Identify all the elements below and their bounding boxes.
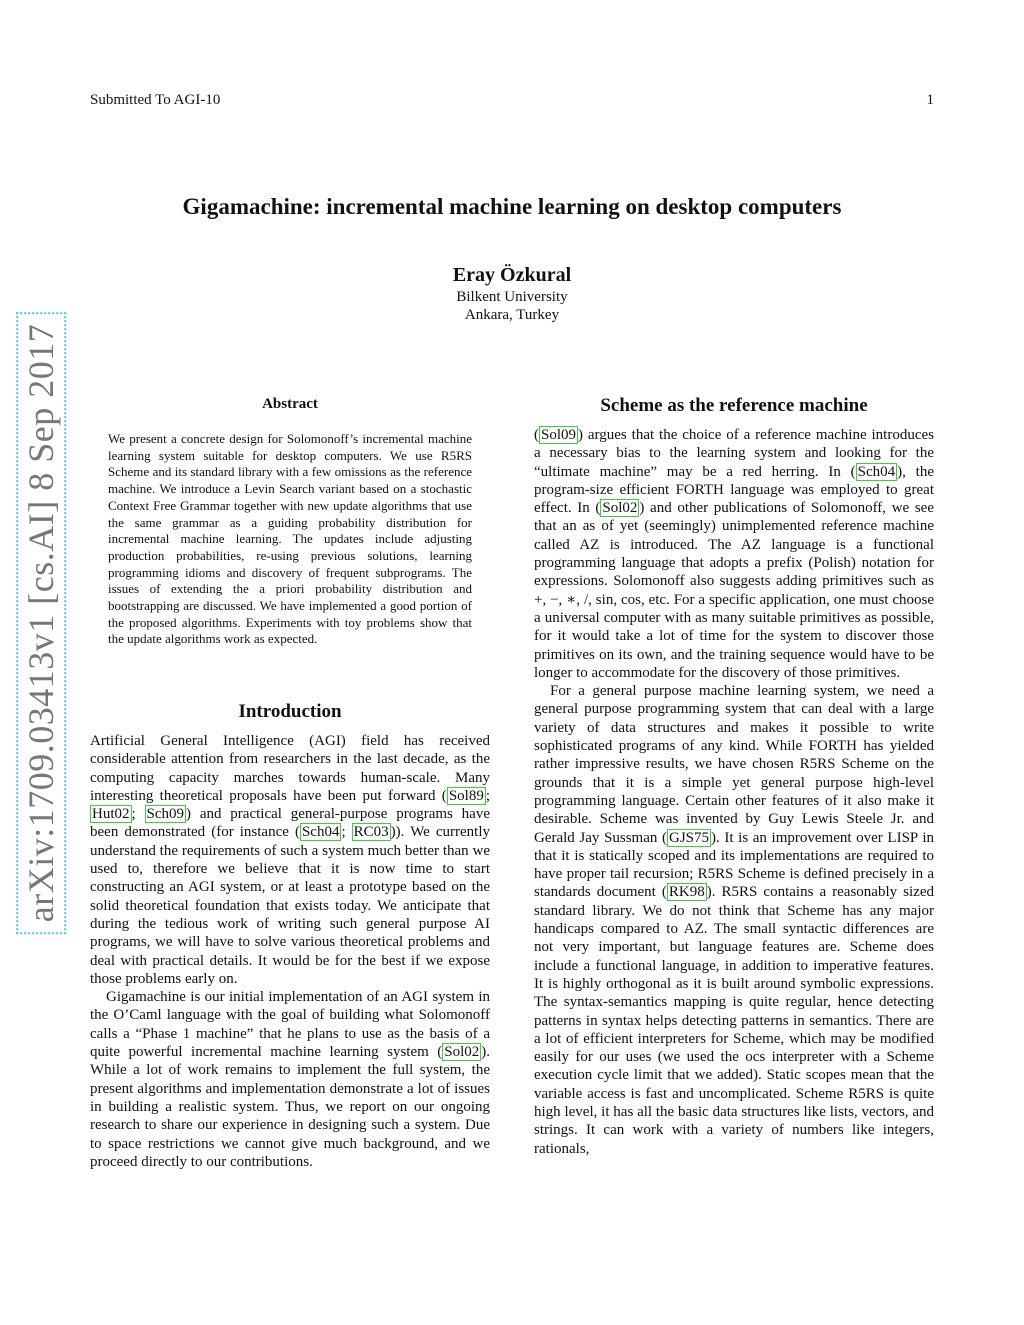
text-run: ; <box>485 787 490 804</box>
citation-link[interactable]: RC03 <box>353 824 389 841</box>
introduction-paragraph-1 <box>90 732 490 988</box>
author-name: Eray Özkural <box>452 264 572 286</box>
scheme-paragraph-1 <box>534 426 934 682</box>
text-run: ; <box>131 806 145 823</box>
arxiv-identifier-link[interactable]: arXiv:1709.03413v1 [cs.AI] 8 Sep 2017 <box>16 311 66 933</box>
text-run: Artificial General Intelligence (AGI) field has received considerable attention from researchers in the last decade, as the computing capacity marches towards human-scale. Many interesting theoretical proposals have been put forward ( <box>90 733 490 804</box>
scheme-section <box>534 394 934 1158</box>
author-affiliation: Bilkent University <box>456 289 568 305</box>
running-header-left: Submitted To AGI-10 <box>90 92 221 108</box>
citation-link[interactable]: Sol89 <box>448 787 484 804</box>
citation-link[interactable]: Hut02 <box>92 806 130 823</box>
scheme-paragraph-2 <box>534 682 934 1158</box>
citation-link[interactable]: Sch09 <box>146 806 184 823</box>
text-run: ) argues that the choice of a reference machine introduces a necessary bias to the learning system and looking for the “ultimate machine” may be a red herring. In ( <box>534 427 934 480</box>
scheme-heading: Scheme as the reference machine <box>600 395 868 416</box>
abstract-text: We present a concrete design for Solomonoff’s incremental machine learning system suitable for desktop computers. We use R5RS Scheme and its standard library with a few omissions as the reference machine. We introduce a Levin Search variant based on a stochastic Context Free Grammar together with new update algorithms that use the same grammar as a guiding probability distribution for incremental machine learning. The updates include adjusting production probabilities, re-using previous solutions, learning programming idioms and discovery of frequent subprograms. The issues of extending the a priori probability distribution and bootstrapping are discussed. We have implemented a good portion of the proposed algorithms. Experiments with toy problems show that the update algorithms work as expected. <box>108 431 472 647</box>
citation-link[interactable]: Sch04 <box>857 463 896 480</box>
citation-link[interactable]: GJS75 <box>669 829 710 846</box>
abstract-heading: Abstract <box>262 396 318 412</box>
citation-link[interactable]: Sol09 <box>541 427 577 443</box>
introduction-paragraph-2 <box>90 988 490 1171</box>
text-run: For a general purpose machine learning system, we need a general purpose programming system that can deal with a large variety of data structures and makes it possible to write sophisticated programs of any kind. While FORTH has yielded rather impressive results, we have chosen R5RS Scheme on the grounds that it is a simple yet general purpose high-level programming language. Certain other features of it also make it desirable. Scheme was invented by Guy Lewis Steele Jr. and Gerald Jay Sussman ( <box>534 683 934 846</box>
arxiv-stamp <box>16 323 66 922</box>
text-run: ) and other publications of Solomonoff, we see that an as of yet (seemingly) unimplemented reference machine called AZ is introduced. The AZ language is a functional programming language that adopts a prefix (Polish) notation for expressions. Solomonoff also suggests adding primitives such as +, −, ∗, /, sin, cos, etc. For a specific application, one must choose a universal computer with as many suitable primitives as possible, for it would take a lot of time for the system to discover those primitives on its own, and the training sequence would have to be longer to accommodate for the discovery of those primitives. <box>534 500 934 681</box>
paper-title: Gigamachine: incremental machine learning on desktop computers <box>182 194 842 219</box>
citation-link[interactable]: Sol02 <box>444 1044 480 1061</box>
text-run: ), the program-size efficient FORTH language was employed to great effect. In ( <box>534 463 934 517</box>
text-run: ( <box>534 427 539 443</box>
text-run: ). It is an improvement over LISP in that it is statically scoped and its implementations are required to have proper tail recursion; R5RS Scheme is defined precisely in a standards document ( <box>534 829 934 901</box>
citation-link[interactable]: RK98 <box>668 884 705 901</box>
citation-link[interactable]: Sch04 <box>301 824 340 841</box>
text-run: ). R5RS contains a reasonably sized standard library. We do not think that Scheme has any major handicaps compared to AZ. The small syntactic differences are not very important, but language features are. Scheme does include a functional language, in addition to imperative features. It is highly orthogonal as it is built around symbolic expressions. The syntax-semantics mapping is quite regular, hence detecting patterns in syntax helps detecting patterns in semantics. There are a lot of efficient interpreters for Scheme, which may be modified easily for our uses (we used the ocs interpreter with a Scheme execution cycle limit that we added). Static scopes mean that the variable access is fast and uncomplicated. Scheme R5RS is quite high level, it has all the basic data structures like lists, vectors, and strings. It can work with a variety of numbers like integers, rationals, <box>534 884 934 1157</box>
introduction-heading: Introduction <box>238 701 342 722</box>
introduction-section <box>90 700 490 1171</box>
citation-link[interactable]: Sol02 <box>602 500 638 517</box>
author-location: Ankara, Turkey <box>464 307 560 323</box>
text-run: ) and practical general-purpose programs have been demonstrated (for instance ( <box>90 806 490 841</box>
abstract-section <box>108 396 472 648</box>
text-run: ). While a lot of work remains to implement the full system, the present algorithms and implementation demonstrate a lot of issues in building a realistic system. Thus, we report on our ongoing research to share our experience in designing such a system. Due to space restrictions we cannot give much background, and we proceed directly to our contributions. <box>90 1044 490 1170</box>
author-block <box>0 262 1024 324</box>
text-run: )). We currently understand the requirements of such a system much better than we used to, therefore we believe that it is now time to start constructing an AGI system, or at least a prototype based on the solid theoretical foundation that exists today. We anticipate that during the tedious work of writing such general purpose AI programs, we will have to solve various theoretical problems and deal with practical details. It would be for the best if we expose those problems early on. <box>90 824 490 987</box>
text-run: Gigamachine is our initial implementation of an AGI system in the O’Caml language with the goal of building what Solomonoff calls a “Phase 1 machine” that he plans to use as the basis of a quite powerful incremental machine learning system ( <box>90 989 490 1061</box>
text-run: ; <box>341 824 352 841</box>
page-number: 1 <box>926 92 934 108</box>
